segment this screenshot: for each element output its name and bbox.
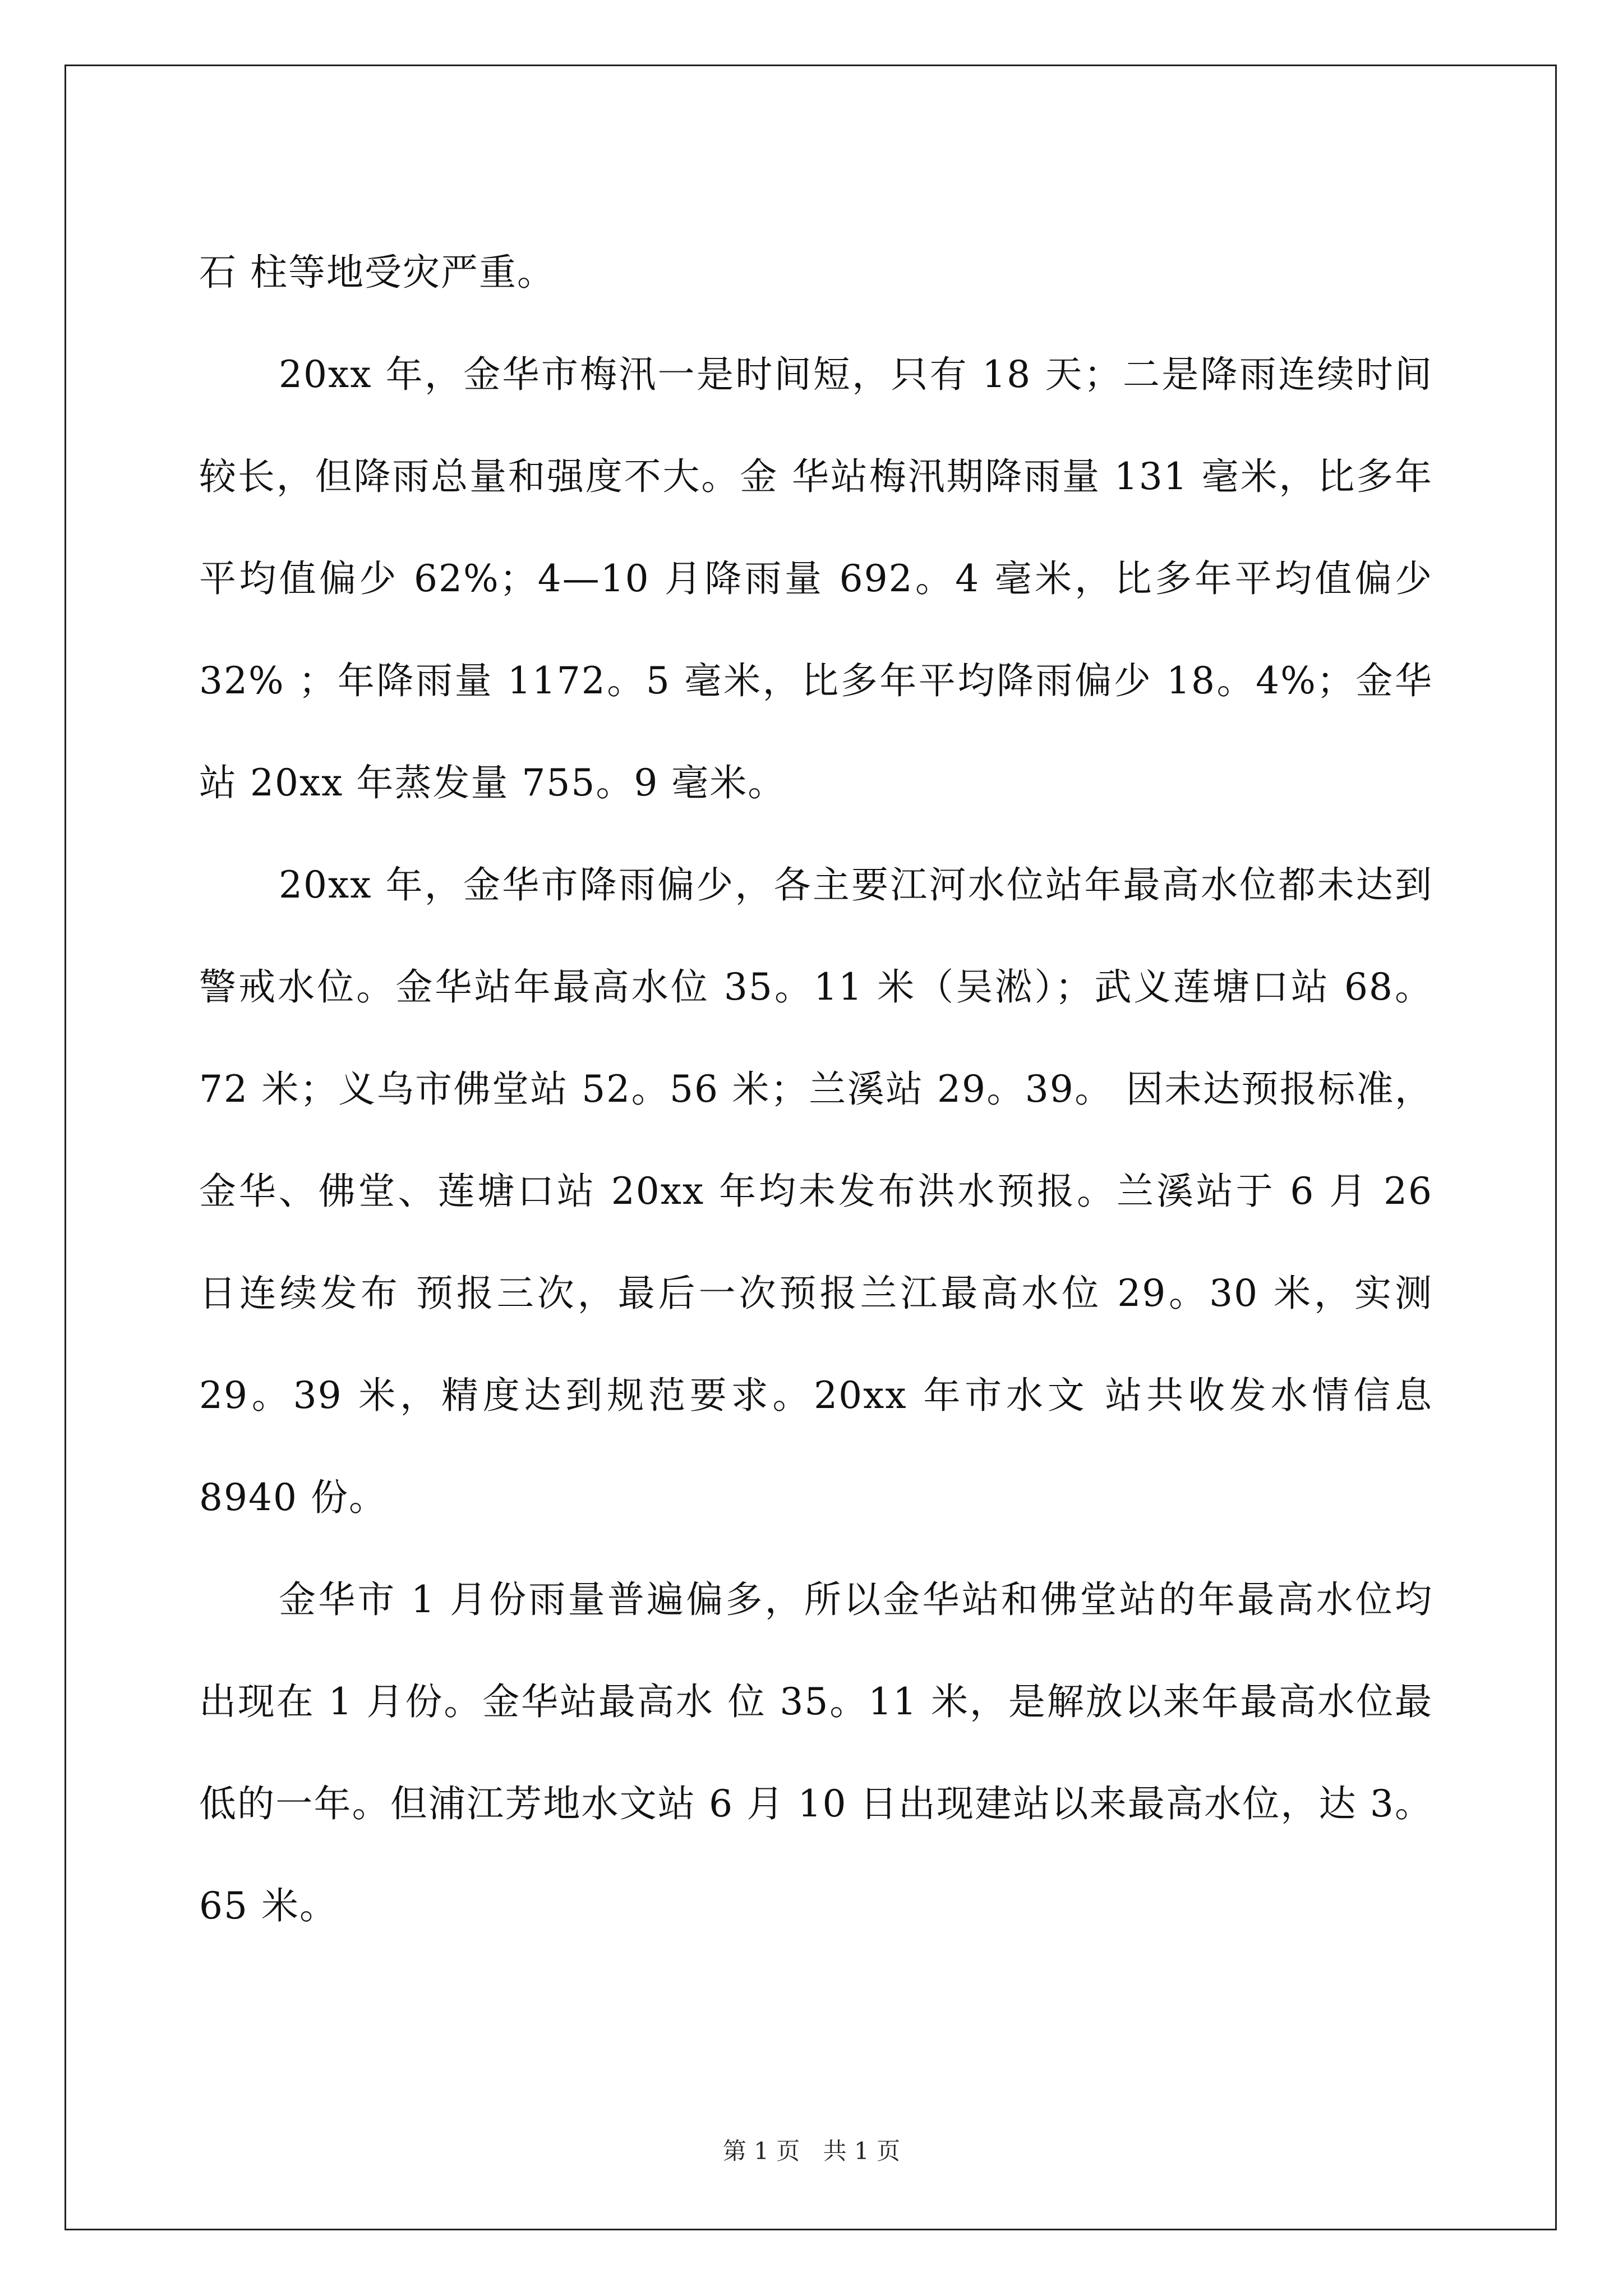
paragraph-3: 20xx 年，金华市降雨偏少，各主要江河水位站年最高水位都未达到警戒水位。金华站年最高水位 35。11 米（吴淞）；武义莲塘口站 68。72 米；义乌市佛堂站 52。56 米；兰溪站 29。39。 因未达预报标准，金华、佛堂、莲塘口站 20xx 年均未发布洪水预报。兰溪站于 6 月 26 日连续发布 预报三次，最后一次预报兰江最高水位 29。30 米，实测 29。39 米，精度达到规范要求。20xx 年市水文 站共收发水情信息 8940 份。 (199, 863, 1433, 1519)
page-total: 共 1 页 (823, 2137, 901, 2165)
paragraph-2: 20xx 年，金华市梅汛一是时间短，只有 18 天；二是降雨连续时间较长，但降雨总量和强度不大。金 华站梅汛期降雨量 131 毫米，比多年平均值偏少 62%；4—10 月降雨量 692。4 毫米，比多年平均值偏少 32% ；年降雨量 1172。5 毫米，比多年平均降雨偏少 18。4%；金华站 20xx 年蒸发量 755。9 毫米。 (199, 353, 1433, 804)
paragraph-1: 石 柱等地受灾严重。 (199, 251, 555, 294)
page-footer (0, 2134, 1623, 2168)
page-number: 第 1 页 (722, 2137, 800, 2165)
document-body (199, 222, 1433, 1957)
paragraph-4: 金华市 1 月份雨量普遍偏多，所以金华站和佛堂站的年最高水位均出现在 1 月份。金华站最高水 位 35。11 米，是解放以来年最高水位最低的一年。但浦江芳地水文站 6 月 10 日出现建站以来最高水位，达 3。65 米。 (199, 1578, 1433, 1927)
